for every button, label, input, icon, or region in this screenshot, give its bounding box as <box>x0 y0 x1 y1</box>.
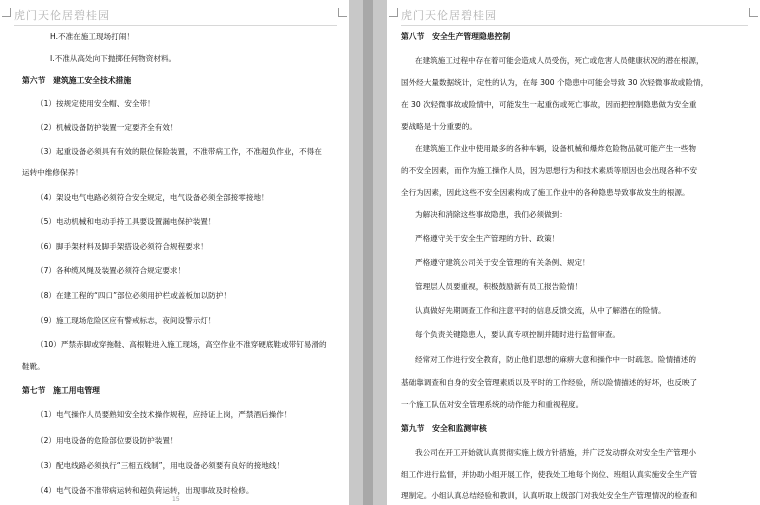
paragraph-line: 经常对工作进行安全教育，防止他们思想的麻痹大意和操作中一时疏忽。险情描述的 <box>415 355 696 364</box>
paragraph-line: 我公司在开工开始就认真贯彻实施上级方针措施，并广泛发动群众对安全生产管理小 <box>415 448 696 457</box>
list-item: （3）起重设备必须具有有效的限位保险装置，不准带病工作，不准超负作业，不得在 <box>36 147 322 156</box>
crop-mark-top-left <box>389 8 398 17</box>
list-item: （1）电气操作人员要熟知安全技术操作规程，应持证上岗，严禁酒后操作！ <box>36 410 292 419</box>
list-item: （4）电气设备不准带病运转和超负荷运转，出现事故及时检修。 <box>36 486 254 495</box>
paragraph-line: 全行为因素，因此这些不安全因素构成了施工作业中的各种隐患导致事故发生的根源。 <box>401 188 690 197</box>
paragraph-line: 在 30 次轻微事故或险情中，可能发生一起重伤或死亡事故，因而把控制隐患做为安全重 <box>401 100 697 109</box>
section-title: 第六节 建筑施工安全技术措施 <box>22 76 132 85</box>
list-item-continuation: 鞋靴。 <box>22 362 45 371</box>
paragraph-line: 基础靠调查和自身的安全管理素质以及平时的工作经验，所以险情描述的好坏，也反映了 <box>401 378 698 387</box>
list-item: （4）架设电气电路必须符合安全规定，电气设备必须全部接零接地！ <box>36 193 269 202</box>
list-item: （6）脚手架材料及脚手架搭设必须符合规程要求！ <box>36 242 208 251</box>
page-number: 15 <box>172 496 180 503</box>
crop-mark-top-right <box>749 8 758 17</box>
page-header: 虎门天伦居碧桂园 <box>401 7 748 26</box>
list-item: （3）配电线路必须执行“三相五线制”，用电设备必须要有良好的接地线！ <box>36 461 285 470</box>
list-item: （2）机械设备防护装置一定要齐全有效！ <box>36 123 178 132</box>
crop-mark-top-right <box>338 8 347 17</box>
paragraph-line: 管理层人员要重视，积极鼓励新有员工报告险情！ <box>415 282 583 291</box>
list-item: （8）在建工程的“四口”部位必须用护栏或盖板加以防护！ <box>36 291 231 300</box>
paragraph-line: 国外经大量数据统计，定性的认为，在每 300 个隐患中可能会导致 30 次轻微事故或险情， <box>401 78 709 87</box>
paragraph-line: 严格遵守建筑公司关于安全管理的有关条例、规定！ <box>415 258 590 267</box>
paragraph-line: 在建筑施工作业中使用最多的各种车辆，设备机械和爆炸危险物品就可能产生一些物 <box>415 144 696 153</box>
paragraph-line: 认真做好先期调查工作和注意平时的信息反馈交流，从中了解潜在的险情。 <box>415 306 666 315</box>
paragraph-line: 严格遵守关于安全生产管理的方针、政策！ <box>415 234 560 243</box>
paragraph-line: 组工作进行监督，并协助小组开展工作，使我处工地每个岗位、班组认真实施安全生产管 <box>401 470 698 479</box>
list-item: （7）各种缆风绳及装置必须符合规定要求！ <box>36 266 186 275</box>
section-title: 第九节 安全和监测审核 <box>401 424 487 433</box>
section-title: 第七节 施工用电管理 <box>22 386 100 395</box>
right-page <box>387 0 760 505</box>
list-item: （10）严禁赤脚或穿拖鞋、高根鞋进入施工现场，高空作业不准穿硬底鞋或带钉易滑的 <box>36 340 327 349</box>
paragraph-line: 在建筑施工过程中存在着可能会造成人员受伤，死亡或危害人员健康状况的潜在根源， <box>415 56 704 65</box>
text-line: I.不准从高处向下抛掷任何物资材料。 <box>50 54 177 63</box>
gutter-bar <box>363 0 373 505</box>
list-item: （9）施工现场危险区应有警戒标志，夜间设警示灯！ <box>36 316 216 325</box>
paragraph-line: 的不安全因素，而作为施工操作人员，因为思想行为和技术素质等原因也会出现各种不安 <box>401 166 698 175</box>
paragraph-line: 每个负责关键隐患人，要认真专项控制并随时进行监督审查。 <box>415 330 621 339</box>
paragraph-line: 一个施工队伍对安全管理系统的动作能力和重视程度。 <box>401 400 584 409</box>
list-item: （1）按规定使用安全帽、安全带！ <box>36 99 155 108</box>
list-item-continuation: 运转中维修保养！ <box>22 168 83 177</box>
section-title: 第八节 安全生产管理隐患控制 <box>401 32 511 41</box>
page-gutter <box>349 0 387 505</box>
paragraph-line: 理制定。小组认真总结经验和教训，认真听取上级部门对我处安全生产管理情况的检查和 <box>401 491 698 500</box>
page-header: 虎门天伦居碧桂园 <box>14 7 337 26</box>
paragraph-line: 要战略是十分重要的。 <box>401 122 477 131</box>
text-line: H.不准在施工现场打闹！ <box>50 32 134 41</box>
paragraph-line: 为解决和消除这些事故隐患，我们必须做到： <box>415 210 567 219</box>
list-item: （2）用电设备的危险部位要设防护装置！ <box>36 436 178 445</box>
left-page <box>0 0 349 505</box>
list-item: （5）电动机械和电动手持工具要设置漏电保护装置！ <box>36 217 216 226</box>
crop-mark-top-left <box>2 8 11 17</box>
